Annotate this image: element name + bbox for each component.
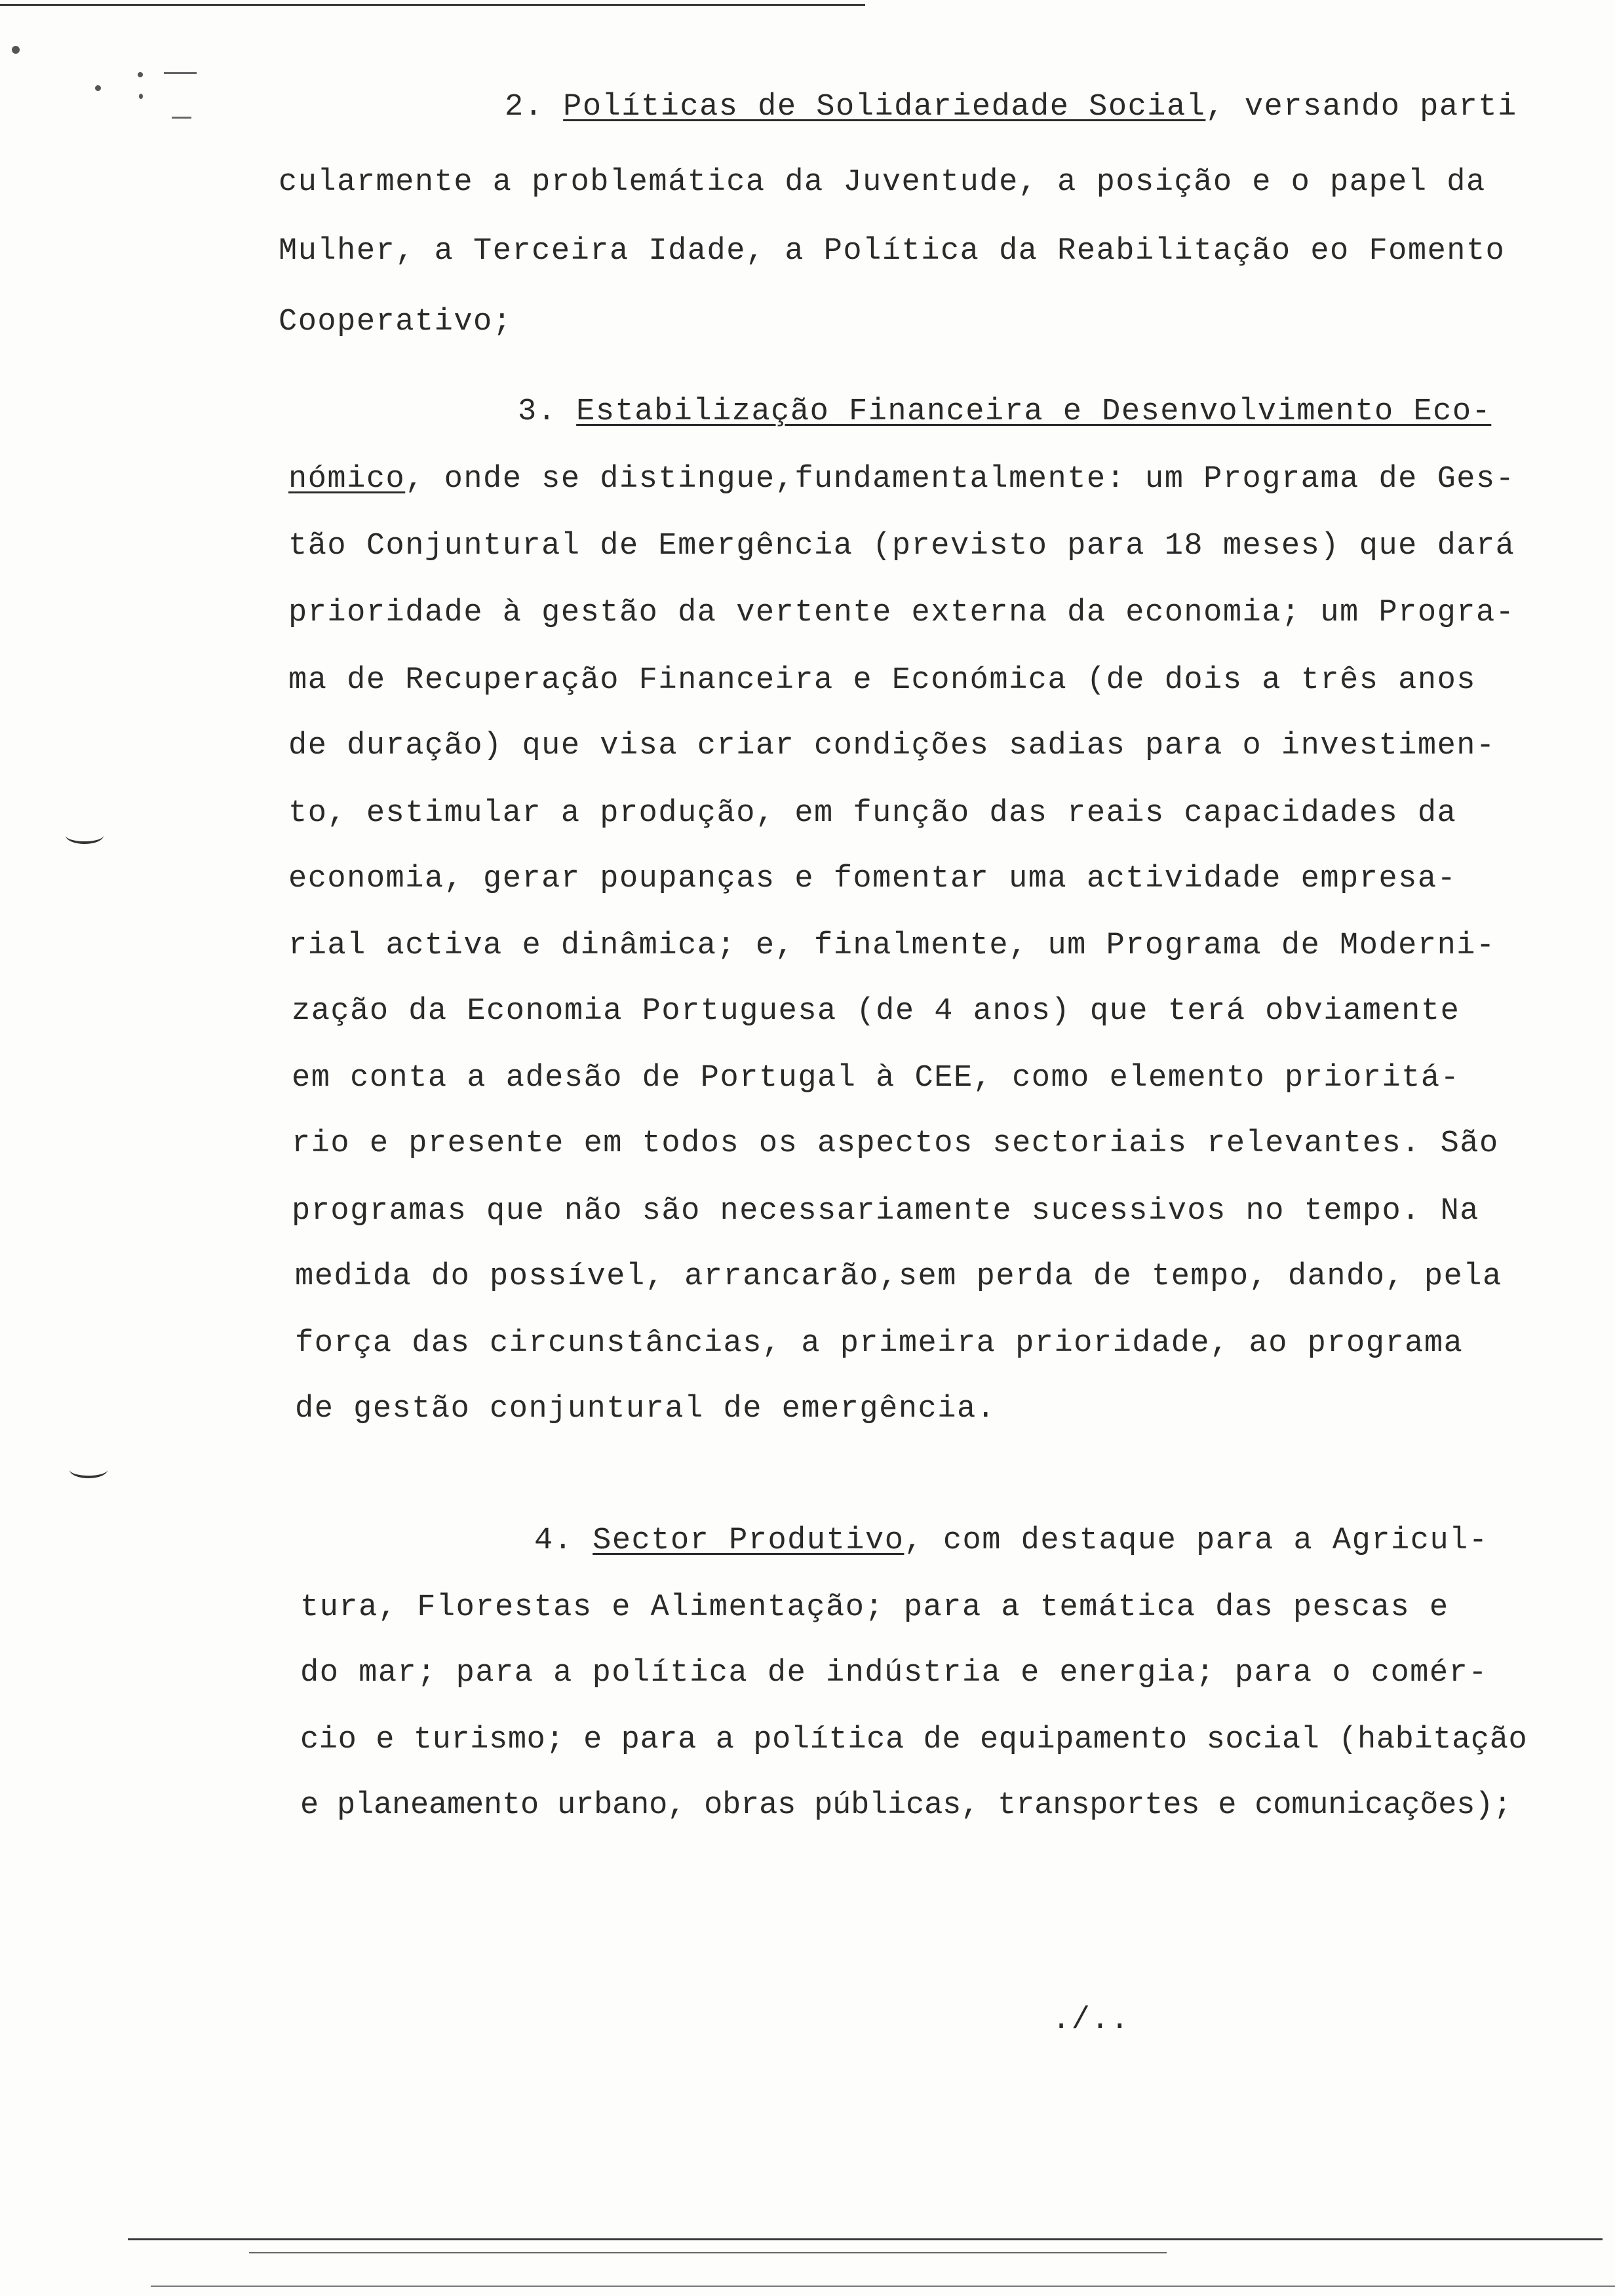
item3-line-5: ma de Recuperação Financeira e Económica (de dois a três anos (288, 663, 1476, 698)
scan-speck (12, 46, 20, 54)
binder-ring-mark (66, 827, 104, 844)
item3-line-7: to, estimular a produção, em função das reais capacidades da (288, 796, 1457, 831)
item3-line-9: rial activa e dinâmica; e, finalmente, um Programa de Moderni- (288, 928, 1496, 963)
item3-text: , onde se distingue,fundamentalmente: um Programa de Ges- (405, 462, 1515, 497)
scan-dash (164, 72, 197, 74)
item3-line-4: prioridade à gestão da vertente externa da economia; um Progra- (288, 596, 1515, 630)
scan-speck (95, 85, 101, 91)
item4-line-1 (534, 1525, 1489, 1556)
item2-line-3: Mulher, a Terceira Idade, a Política da Reabilitação eo Fomento (279, 234, 1506, 269)
bottom-edge-rule (128, 2238, 1603, 2240)
item3-line-2 (288, 464, 1515, 495)
item3-line-8: economia, gerar poupanças e fomentar uma actividade empresa- (288, 862, 1457, 896)
item2-line-2: cularmente a problemática da Juventude, a posição e o papel da (279, 165, 1486, 200)
item3-line-1 (518, 396, 1491, 427)
item4-line-5: e planeamento urbano, obras públicas, transportes e comunicações); (300, 1788, 1512, 1823)
top-edge-rule (0, 4, 865, 6)
scan-speck (139, 94, 143, 99)
item4-number: 4. (534, 1523, 574, 1558)
item3-heading-continued: nómico (288, 462, 406, 497)
bottom-edge-rule-2 (151, 2286, 1615, 2287)
item3-line-11: em conta a adesão de Portugal à CEE, como elemento prioritá- (292, 1061, 1460, 1096)
item3-number: 3. (518, 394, 557, 429)
item3-line-12: rio e presente em todos os aspectos sectoriais relevantes. São (292, 1126, 1499, 1161)
item3-heading: Estabilização Financeira e Desenvolvimento Eco- (576, 394, 1492, 429)
item3-line-3: tão Conjuntural de Emergência (previsto para 18 meses) que dará (288, 529, 1515, 564)
item4-line-2: tura, Florestas e Alimentação; para a temática das pescas e (300, 1590, 1449, 1625)
item4-line-3: do mar; para a política de indústria e energia; para o comér- (300, 1656, 1488, 1691)
item4-heading: Sector Produtivo (593, 1523, 905, 1558)
item3-line-6: de duração) que visa criar condições sadias para o investimen- (288, 729, 1496, 763)
item2-heading: Políticas de Solidariedade Social (563, 90, 1206, 124)
scan-speck (138, 72, 143, 77)
item3-line-10: zação da Economia Portuguesa (de 4 anos) que terá obviamente (292, 994, 1460, 1029)
bottom-fold-dash (249, 2252, 1167, 2253)
item4-text: , com destaque para a Agricul- (904, 1523, 1489, 1558)
item3-line-15: força das circunstâncias, a primeira prioridade, ao programa (295, 1326, 1464, 1361)
item3-line-13: programas que não são necessariamente sucessivos no tempo. Na (292, 1194, 1479, 1229)
item2-number: 2. (505, 90, 544, 124)
scan-dash (172, 117, 191, 119)
item3-line-16: de gestão conjuntural de emergência. (295, 1392, 996, 1426)
item2-line-4: Cooperativo; (279, 305, 513, 339)
item2-line-1 (505, 92, 1517, 123)
binder-ring-mark (69, 1461, 107, 1478)
item4-line-4: cio e turismo; e para a política de equipamento social (habitação (300, 1723, 1528, 1757)
continuation-mark: ./.. (1052, 2003, 1130, 2038)
item2-text: , versando parti (1205, 90, 1517, 124)
item3-line-14: medida do possível, arrancarão,sem perda de tempo, dando, pela (295, 1259, 1502, 1294)
